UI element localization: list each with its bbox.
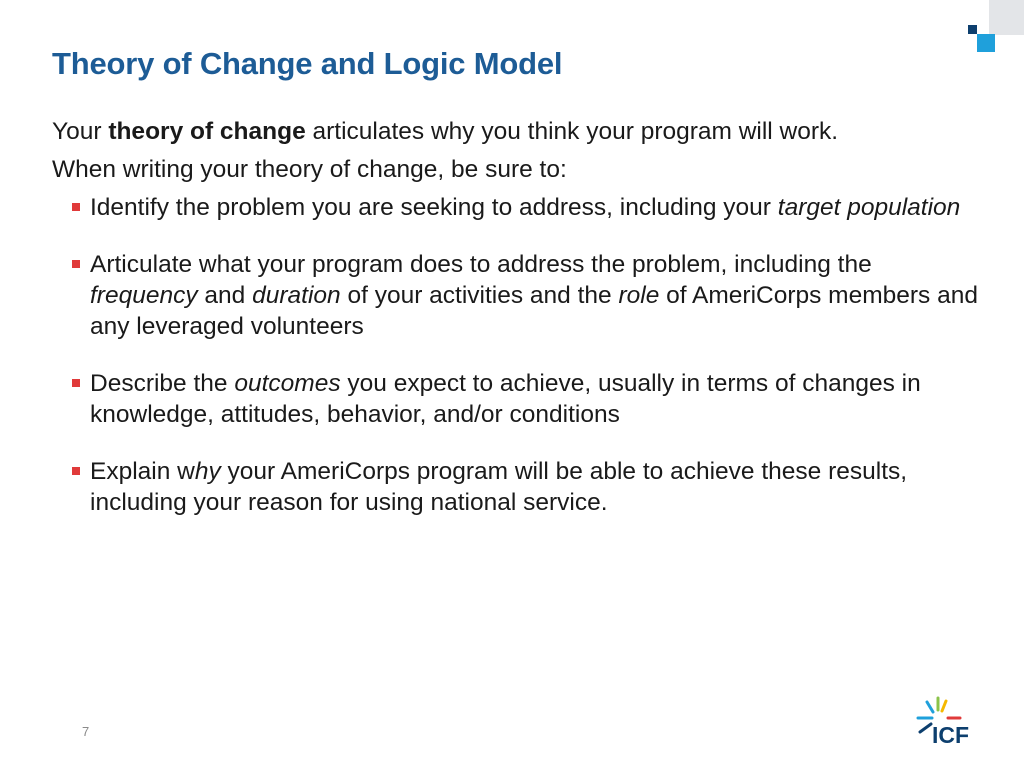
bullet-square-icon (72, 379, 80, 387)
intro-line-1: Your theory of change articulates why you think your program will work. (52, 118, 839, 145)
intro-line-2: When writing your theory of change, be sure to: (52, 156, 567, 183)
slide-body (52, 116, 982, 544)
bullet-square-icon (72, 203, 80, 211)
bullet-square-icon (72, 260, 80, 268)
corner-decoration (964, 0, 1024, 56)
bullet-item-problem: Identify the problem you are seeking to address, including your target population (72, 192, 982, 223)
intro-bold-term: theory of change (108, 118, 306, 145)
page-number: 7 (82, 724, 90, 739)
icf-logo-text: ICF (932, 722, 970, 748)
corner-blue-square (977, 34, 995, 52)
bullet-list (52, 192, 982, 518)
corner-navy-square (968, 25, 977, 34)
bullet-item-program: Articulate what your program does to address the problem, including the frequency and duration of your activities and the role of AmeriCorps members and any leveraged volunteers (72, 249, 982, 342)
bullet-item-why: Explain why your AmeriCorps program will be able to achieve these results, including your reason for using national service. (72, 456, 982, 518)
bullet-square-icon (72, 467, 80, 475)
corner-gray-square (989, 0, 1024, 35)
intro-text (52, 116, 982, 185)
bullet-item-outcomes: Describe the outcomes you expect to achieve, usually in terms of changes in knowledge, attitudes, behavior, and/or conditions (72, 368, 982, 430)
slide-title: Theory of Change and Logic Model (52, 46, 563, 81)
icf-logo (908, 694, 980, 750)
